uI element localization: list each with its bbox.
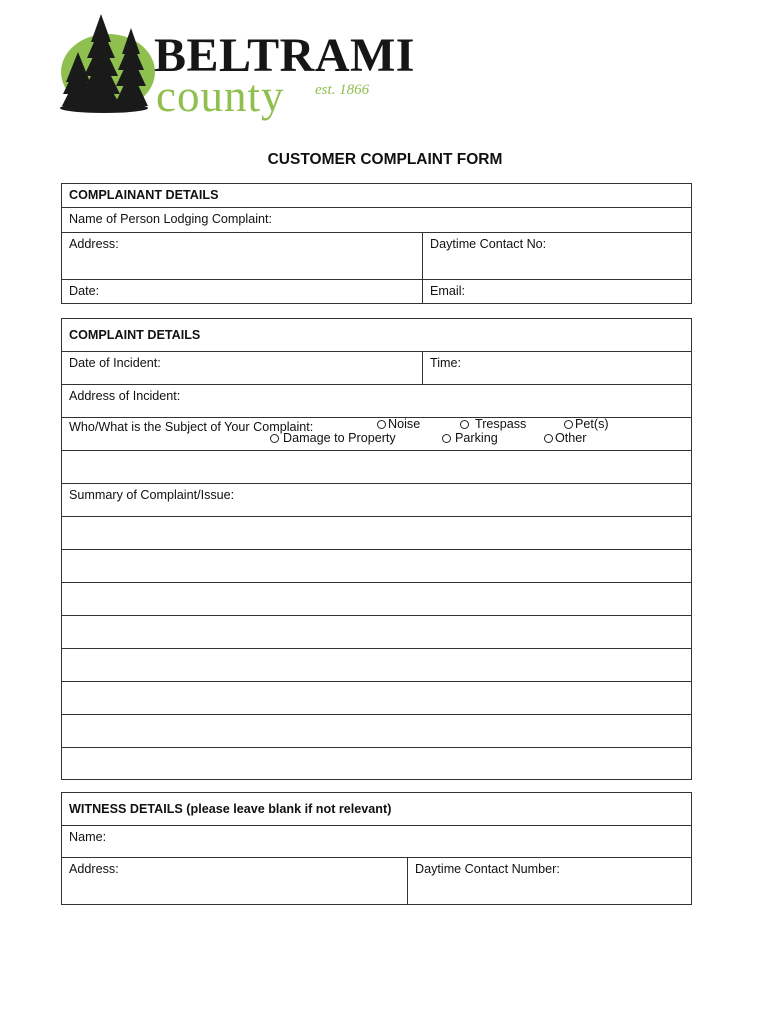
noise-option-label: Noise	[388, 417, 421, 431]
witness-name-label: Name:	[69, 830, 107, 844]
witness-address-label: Address:	[69, 862, 119, 876]
trespass-option[interactable]	[460, 417, 526, 431]
witness-details-section	[61, 792, 692, 905]
logo-county-text: county	[156, 71, 285, 121]
logo-established: est. 1866	[315, 82, 370, 98]
parking-radio[interactable]	[442, 434, 451, 443]
complainant-daytime-contact-label: Daytime Contact No:	[430, 237, 547, 251]
trespass-radio[interactable]	[460, 420, 469, 429]
parking-option[interactable]	[442, 431, 498, 445]
summary-line[interactable]	[62, 649, 692, 682]
complainant-name-field[interactable]	[62, 208, 692, 233]
complainant-header-cell	[62, 184, 692, 208]
time-label: Time:	[430, 356, 462, 370]
trespass-option-label: Trespass	[475, 417, 527, 431]
damage-radio[interactable]	[270, 434, 279, 443]
summary-line[interactable]	[62, 517, 692, 550]
complaint-header-cell	[62, 319, 692, 352]
complainant-address-label: Address:	[69, 237, 119, 251]
summary-line[interactable]	[62, 682, 692, 715]
county-logo	[58, 12, 448, 124]
summary-line[interactable]	[62, 715, 692, 748]
witness-header: WITNESS DETAILS (please leave blank if not relevant)	[69, 802, 392, 816]
other-radio[interactable]	[544, 434, 553, 443]
time-field[interactable]	[423, 352, 692, 385]
date-of-incident-label: Date of Incident:	[69, 356, 161, 370]
complainant-email-label: Email:	[430, 284, 465, 298]
damage-option[interactable]	[270, 431, 396, 445]
complaint-header: COMPLAINT DETAILS	[69, 328, 201, 342]
pets-option[interactable]	[564, 417, 609, 431]
damage-option-label: Damage to Property	[283, 431, 396, 445]
summary-line[interactable]	[62, 748, 692, 780]
summary-label: Summary of Complaint/Issue:	[69, 488, 235, 502]
witness-daytime-contact-label: Daytime Contact Number:	[415, 862, 560, 876]
pine-trees-icon	[58, 12, 158, 117]
parking-option-label: Parking	[455, 431, 498, 445]
complainant-details-section	[61, 183, 692, 304]
witness-address-field[interactable]	[62, 858, 408, 905]
address-of-incident-field[interactable]	[62, 385, 692, 418]
complainant-name-label: Name of Person Lodging Complaint:	[69, 212, 273, 226]
summary-field[interactable]	[62, 484, 692, 517]
noise-radio[interactable]	[377, 420, 386, 429]
summary-line[interactable]	[62, 616, 692, 649]
complaint-details-section	[61, 318, 692, 780]
pets-option-label: Pet(s)	[575, 417, 609, 431]
complainant-address-field[interactable]	[62, 233, 423, 280]
summary-line[interactable]	[62, 550, 692, 583]
address-of-incident-label: Address of Incident:	[69, 389, 181, 403]
complainant-date-field[interactable]	[62, 280, 423, 304]
witness-daytime-contact-field[interactable]	[408, 858, 692, 905]
pets-radio[interactable]	[564, 420, 573, 429]
summary-line[interactable]	[62, 583, 692, 616]
logo-wordmark: BELTRAMI	[154, 29, 415, 82]
complaint-subject-label: Who/What is the Subject of Your Complaint:	[69, 420, 314, 434]
complainant-email-field[interactable]	[423, 280, 692, 304]
form-title: CUSTOMER COMPLAINT FORM	[267, 151, 503, 168]
date-of-incident-field[interactable]	[62, 352, 423, 385]
complaint-blank-line[interactable]	[62, 451, 692, 484]
witness-header-cell	[62, 793, 692, 826]
complainant-date-label: Date:	[69, 284, 100, 298]
noise-option[interactable]	[377, 417, 420, 431]
complainant-daytime-contact-field[interactable]	[423, 233, 692, 280]
complaint-subject-row	[62, 418, 692, 451]
witness-name-field[interactable]	[62, 826, 692, 858]
complainant-header: COMPLAINANT DETAILS	[69, 188, 219, 202]
other-option-label: Other	[555, 431, 587, 445]
other-option[interactable]	[544, 431, 587, 445]
